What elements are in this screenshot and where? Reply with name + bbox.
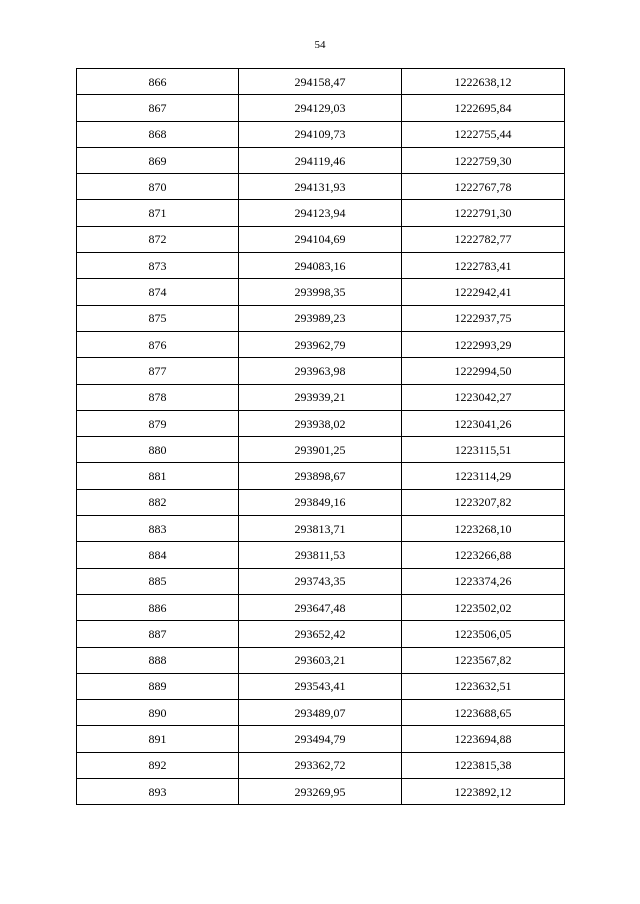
point-number-cell: 875 [77, 305, 239, 331]
table-row [77, 542, 565, 568]
table-row [77, 410, 565, 436]
x-coordinate-cell: 294119,46 [239, 147, 402, 173]
y-coordinate-cell: 1223632,51 [402, 673, 565, 699]
x-coordinate-cell: 293962,79 [239, 331, 402, 357]
table-row [77, 200, 565, 226]
y-coordinate-cell: 1222791,30 [402, 200, 565, 226]
point-number-cell: 884 [77, 542, 239, 568]
x-coordinate-cell: 294158,47 [239, 69, 402, 95]
table-row [77, 95, 565, 121]
x-coordinate-cell: 293543,41 [239, 673, 402, 699]
table-row [77, 226, 565, 252]
x-coordinate-cell: 293898,67 [239, 463, 402, 489]
y-coordinate-cell: 1223892,12 [402, 779, 565, 805]
x-coordinate-cell: 294131,93 [239, 174, 402, 200]
y-coordinate-cell: 1223207,82 [402, 489, 565, 515]
table-row [77, 437, 565, 463]
table-row [77, 726, 565, 752]
y-coordinate-cell: 1223374,26 [402, 568, 565, 594]
point-number-cell: 873 [77, 253, 239, 279]
y-coordinate-cell: 1223268,10 [402, 516, 565, 542]
point-number-cell: 891 [77, 726, 239, 752]
point-number-cell: 876 [77, 331, 239, 357]
y-coordinate-cell: 1222993,29 [402, 331, 565, 357]
point-number-cell: 869 [77, 147, 239, 173]
table-row [77, 594, 565, 620]
point-number-cell: 890 [77, 700, 239, 726]
point-number-cell: 871 [77, 200, 239, 226]
x-coordinate-cell: 293963,98 [239, 358, 402, 384]
point-number-cell: 867 [77, 95, 239, 121]
x-coordinate-cell: 293743,35 [239, 568, 402, 594]
table-row [77, 673, 565, 699]
x-coordinate-cell: 294083,16 [239, 253, 402, 279]
table-row [77, 779, 565, 805]
page-number: 54 [314, 39, 326, 51]
table-row [77, 358, 565, 384]
point-number-cell: 885 [77, 568, 239, 594]
x-coordinate-cell: 293494,79 [239, 726, 402, 752]
point-number-cell: 889 [77, 673, 239, 699]
point-number-cell: 879 [77, 410, 239, 436]
point-number-cell: 878 [77, 384, 239, 410]
x-coordinate-cell: 293269,95 [239, 779, 402, 805]
x-coordinate-cell: 293849,16 [239, 489, 402, 515]
y-coordinate-cell: 1222942,41 [402, 279, 565, 305]
point-number-cell: 892 [77, 752, 239, 778]
point-number-cell: 882 [77, 489, 239, 515]
x-coordinate-cell: 293652,42 [239, 621, 402, 647]
y-coordinate-cell: 1222759,30 [402, 147, 565, 173]
point-number-cell: 868 [77, 121, 239, 147]
point-number-cell: 893 [77, 779, 239, 805]
x-coordinate-cell: 294123,94 [239, 200, 402, 226]
table-row [77, 516, 565, 542]
point-number-cell: 888 [77, 647, 239, 673]
table-row [77, 489, 565, 515]
table-row [77, 700, 565, 726]
x-coordinate-cell: 293647,48 [239, 594, 402, 620]
x-coordinate-cell: 293489,07 [239, 700, 402, 726]
table-row [77, 253, 565, 279]
table-row [77, 69, 565, 95]
coordinates-table-body [77, 69, 565, 805]
table-row [77, 621, 565, 647]
y-coordinate-cell: 1223041,26 [402, 410, 565, 436]
table-row [77, 647, 565, 673]
point-number-cell: 874 [77, 279, 239, 305]
point-number-cell: 870 [77, 174, 239, 200]
point-number-cell: 866 [77, 69, 239, 95]
table-row [77, 568, 565, 594]
x-coordinate-cell: 294109,73 [239, 121, 402, 147]
y-coordinate-cell: 1222755,44 [402, 121, 565, 147]
x-coordinate-cell: 293989,23 [239, 305, 402, 331]
point-number-cell: 877 [77, 358, 239, 384]
table-row [77, 121, 565, 147]
table-row [77, 331, 565, 357]
table-row [77, 147, 565, 173]
y-coordinate-cell: 1223502,02 [402, 594, 565, 620]
y-coordinate-cell: 1222695,84 [402, 95, 565, 121]
table-row [77, 279, 565, 305]
y-coordinate-cell: 1223042,27 [402, 384, 565, 410]
x-coordinate-cell: 293938,02 [239, 410, 402, 436]
y-coordinate-cell: 1222638,12 [402, 69, 565, 95]
y-coordinate-cell: 1223567,82 [402, 647, 565, 673]
x-coordinate-cell: 294104,69 [239, 226, 402, 252]
x-coordinate-cell: 293603,21 [239, 647, 402, 673]
x-coordinate-cell: 294129,03 [239, 95, 402, 121]
y-coordinate-cell: 1223688,65 [402, 700, 565, 726]
x-coordinate-cell: 293939,21 [239, 384, 402, 410]
y-coordinate-cell: 1222767,78 [402, 174, 565, 200]
x-coordinate-cell: 293811,53 [239, 542, 402, 568]
x-coordinate-cell: 293998,35 [239, 279, 402, 305]
y-coordinate-cell: 1222783,41 [402, 253, 565, 279]
y-coordinate-cell: 1222782,77 [402, 226, 565, 252]
x-coordinate-cell: 293813,71 [239, 516, 402, 542]
point-number-cell: 881 [77, 463, 239, 489]
y-coordinate-cell: 1222994,50 [402, 358, 565, 384]
y-coordinate-cell: 1223506,05 [402, 621, 565, 647]
y-coordinate-cell: 1223266,88 [402, 542, 565, 568]
point-number-cell: 883 [77, 516, 239, 542]
table-row [77, 384, 565, 410]
point-number-cell: 872 [77, 226, 239, 252]
y-coordinate-cell: 1223115,51 [402, 437, 565, 463]
y-coordinate-cell: 1223694,88 [402, 726, 565, 752]
point-number-cell: 886 [77, 594, 239, 620]
point-number-cell: 880 [77, 437, 239, 463]
x-coordinate-cell: 293901,25 [239, 437, 402, 463]
table-row [77, 174, 565, 200]
table-row [77, 752, 565, 778]
x-coordinate-cell: 293362,72 [239, 752, 402, 778]
point-number-cell: 887 [77, 621, 239, 647]
table-row [77, 305, 565, 331]
table-row [77, 463, 565, 489]
y-coordinate-cell: 1223815,38 [402, 752, 565, 778]
y-coordinate-cell: 1222937,75 [402, 305, 565, 331]
y-coordinate-cell: 1223114,29 [402, 463, 565, 489]
coordinates-table [76, 68, 565, 805]
